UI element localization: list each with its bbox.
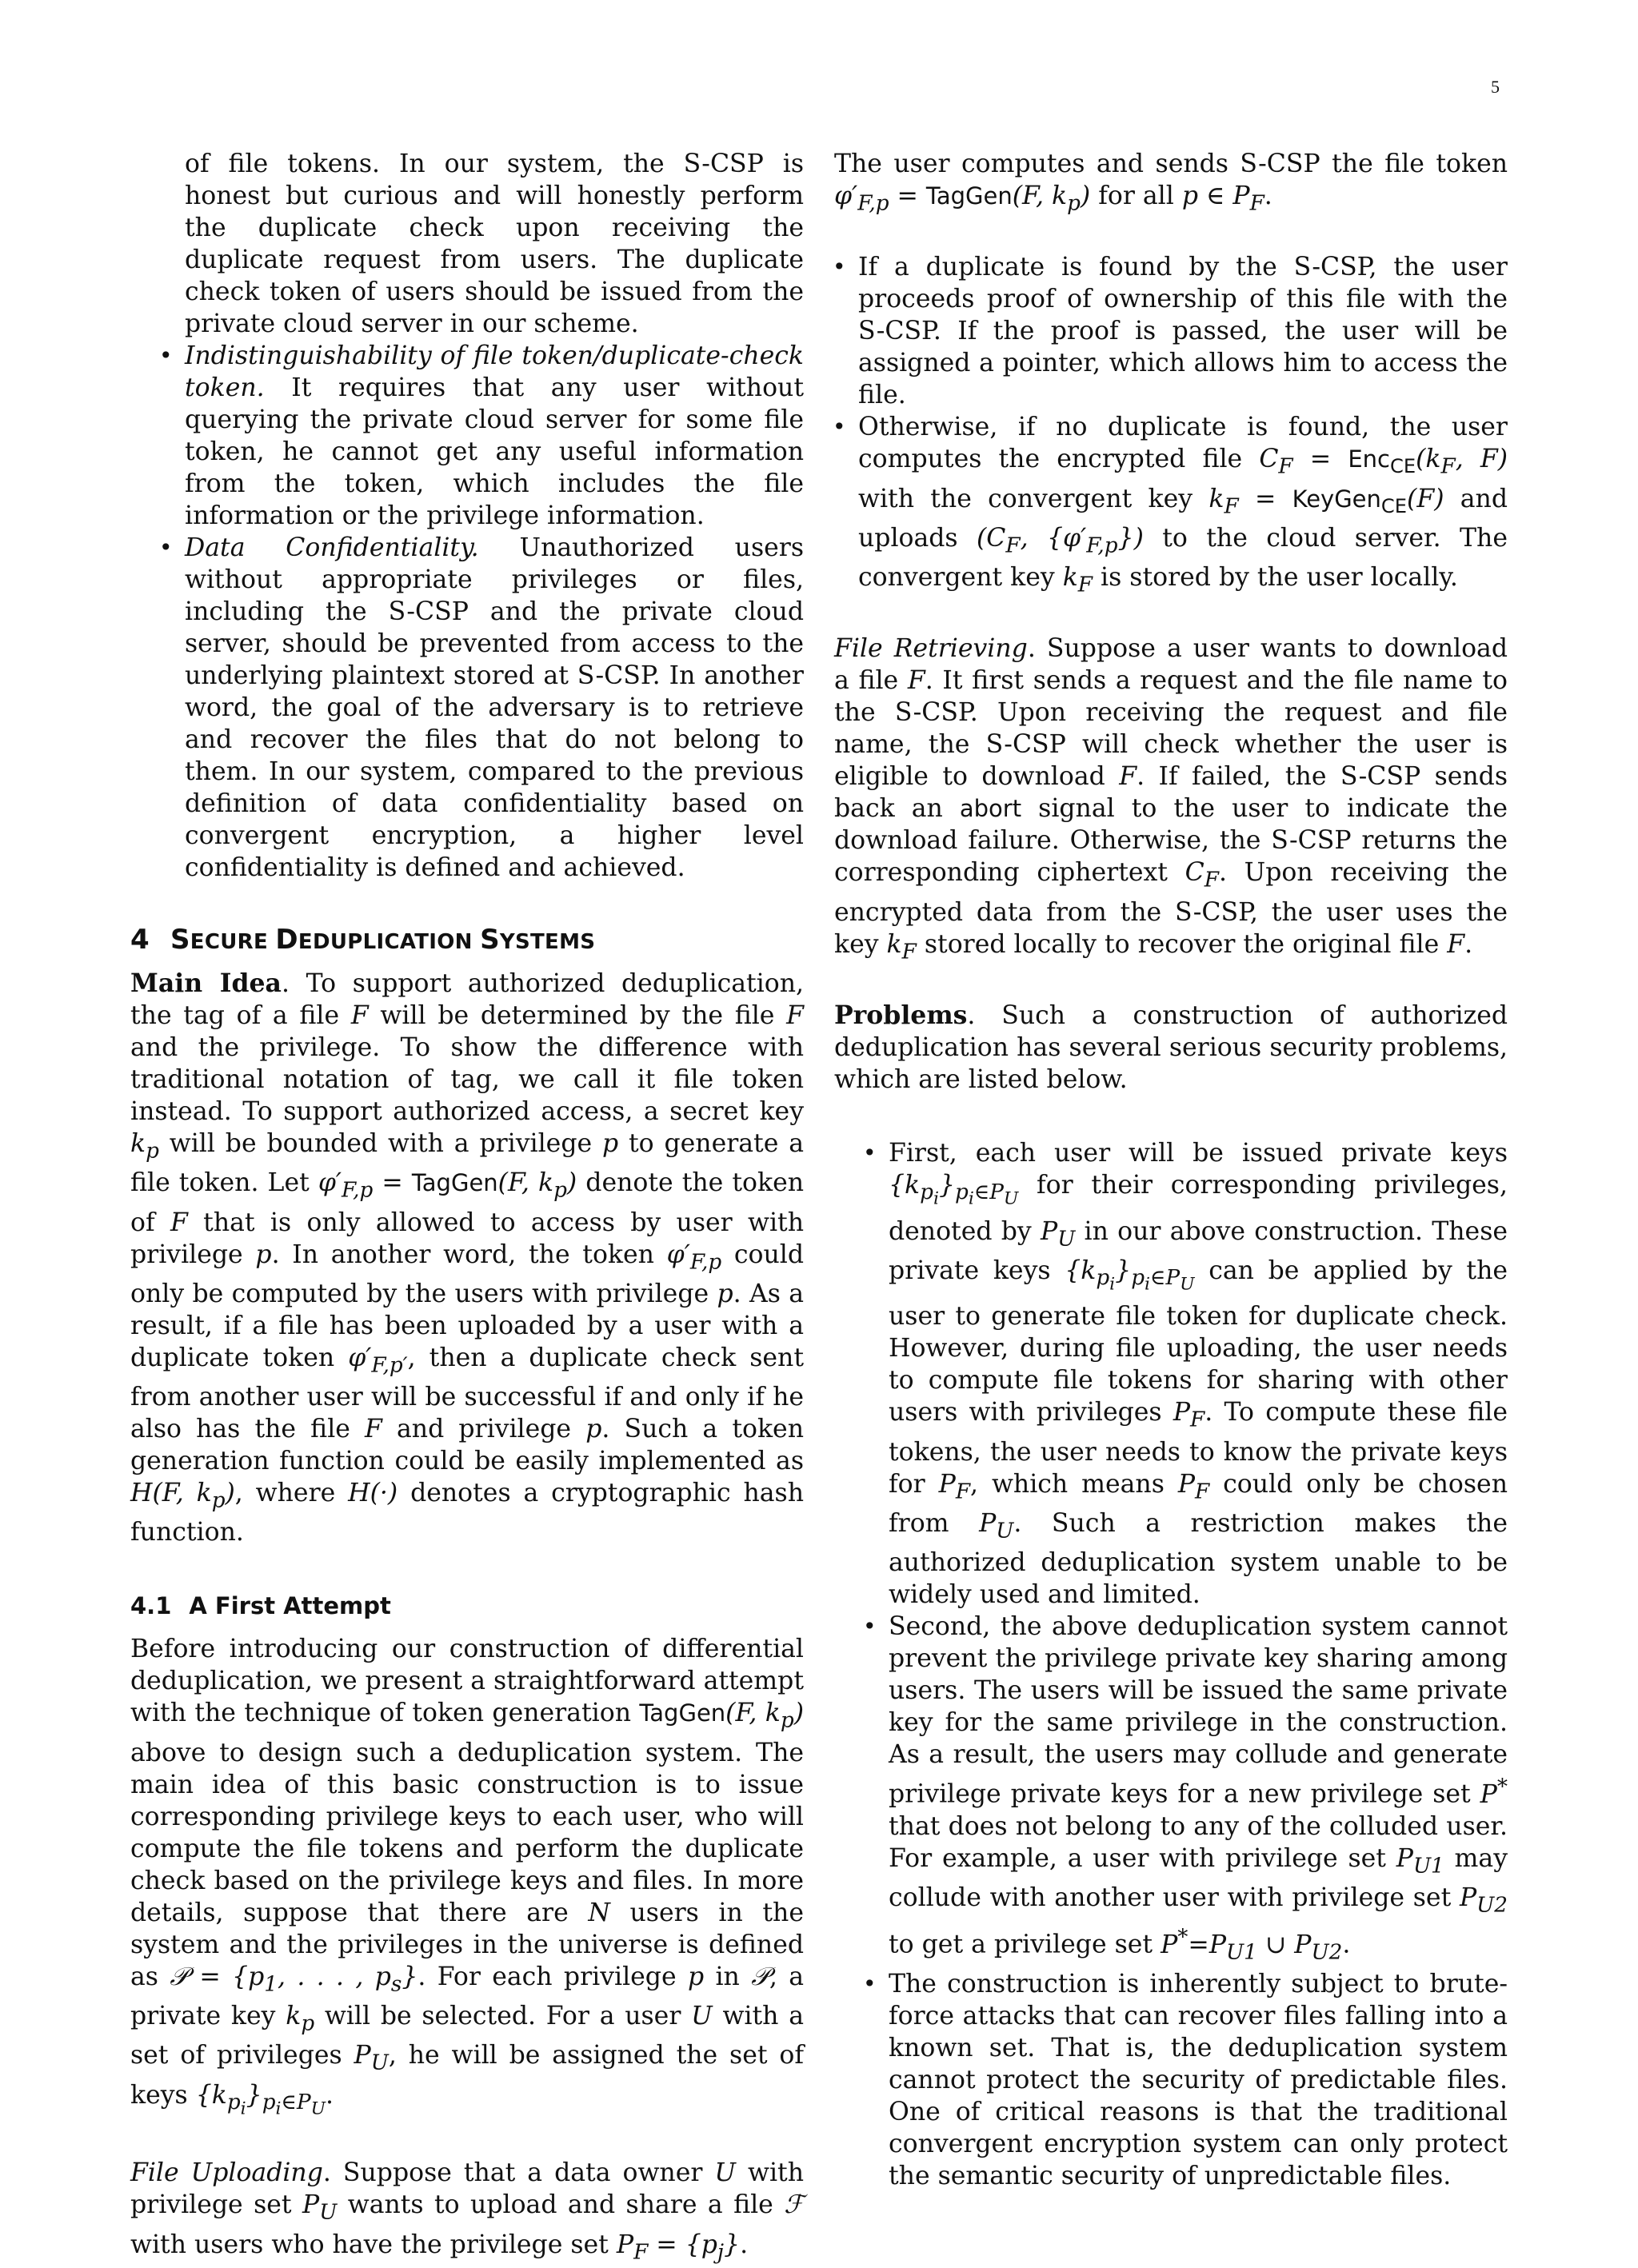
security-requirements-list [130, 148, 804, 884]
file-uploading-paragraph: File Uploading. Suppose that a data owner U with privilege set $P_U$ wants to upload and share a file ℱ with users who have the privilege set $P_F = \{p_j\}$. [130, 2158, 805, 2264]
list-item: • First, each user will be issued private keys $\{k_{p_i}\}_{p_i\in P_U}$ for their corresponding privileges, denoted by $P_U$ in our above construction. These private keys $\{k_{p_i}\}_{p_i\in P_U}$ can be applied by the user to generate file token for duplicate check. However, during file uploading, the user needs to compute file tokens for sharing with other users with privileges $P_F$. To compute these file tokens, the user needs to know the private keys for $P_F$, which means $P_F$ could only be chosen from $P_U$. Such a restriction makes the authorized deduplication system unable to be widely used and limited. [834, 1137, 1508, 1611]
main-idea-paragraph: Main Idea. To support authorized deduplication, the tag of a file F will be determined by the file F and the privilege. To show the difference with traditional notation of tag, we call it file token instead. To support authorized access, a secret key $k_p$ will be bounded with a privilege p to generate a file token. Let $\varphi'_{F,p}$ = TagGen(F, $k_p$) denote the token of F that is only allowed to access by user with privilege p. In another word, the token $\varphi'_{F,p}$ could only be computed by the users with privilege p. As a result, if a file has been uploaded by a user with a duplicate token $\varphi'_{F,p'}$, then a duplicate check sent from another user will be successful if and only if he also has the file F and privilege p. Such a token generation function could be easily implemented as H(F, $k_p$), where H(·) denotes a cryptographic hash function. [130, 968, 805, 1547]
problems-list [834, 1137, 1508, 2192]
subsection-heading: 4.1 A First Attempt [130, 1592, 391, 1620]
first-attempt-paragraph: Before introducing our construction of differential deduplication, we present a straightforward attempt with the technique of token generation TagGen(F, $k_p$) above to design such a deduplication system. The main idea of this basic construction is to issue corresponding privilege keys to each user, who will compute the file tokens and perform the duplicate check based on the privilege keys and files. In more details, suppose that there are N users in the system and the privileges in the universe is defined as 𝒫 = {$p_1$, . . . , $p_s$}. For each privilege p in 𝒫, a private key $k_p$ will be selected. For a user U with a set of privileges $P_U$, he will be assigned the set of keys $\{k_{p_i}\}_{p_i\in P_U}$. [130, 1635, 805, 2119]
list-item: • Second, the above deduplication system cannot prevent the privilege private key sharing among users. The users will be issued the same private key for the same privilege in the construction. As a result, the users may collude and generate privilege private keys for a new privilege set P* that does not belong to any of the colluded user. For example, a user with privilege set $P_{U1}$ may collude with another user with privilege set $P_{U2}$ to get a privilege set $P^*=P_{U1}$ ∪ $P_{U2}$. [834, 1611, 1508, 1968]
list-item: • The construction is inherently subject to brute-force attacks that can recover files falling into a known set. That is, the deduplication system cannot protect the security of predictable files. One of critical reasons is that the traditional convergent encryption system can only protect the semantic security of unpredictable files. [834, 1968, 1508, 2192]
section-heading: 4 SECURE DEDUPLICATION SYSTEMS [130, 924, 596, 956]
list-item [130, 340, 804, 532]
page-number: 5 [1491, 77, 1500, 97]
main-idea-label: Main Idea [130, 968, 282, 998]
list-item-title: Data Confidentiality. [185, 533, 479, 562]
upload-cases-list [804, 251, 1508, 601]
compute-token-paragraph: The user computes and sends S-CSP the file token $\varphi'_{F,p}$ = TagGen(F, $k_p$) for all p ∈ $P_F$. [834, 150, 1508, 216]
right-column [834, 148, 1508, 2192]
section-number: 4 [130, 924, 150, 956]
list-item-text: Unauthorized users without appropriate privileges or files, including the S-CSP and the private cloud server, should be prevented from access to the underlying plaintext stored at S-CSP. In another word, the goal of the adversary is to retrieve and recover the files that do not belong to them. In our system, compared to the previous definition of data confidentiality based on convergent encryption, a higher level confidentiality is defined and achieved. [185, 533, 804, 882]
list-item: • Otherwise, if no duplicate is found, the user computes the encrypted file $C_F = Enc_{CE}(k_F$, F) with the convergent key $k_F$ = KeyGen$_{CE}$(F) and uploads ($C_F$, $\{\varphi'_{F,p}\}$) to the cloud server. The convergent key $k_F$ is stored by the user locally. [804, 411, 1508, 601]
problems-paragraph: Problems. Such a construction of authorized deduplication has several serious security problems, which are listed below. [834, 1000, 1508, 1095]
list-item: • If a duplicate is found by the S-CSP, the user proceeds proof of ownership of this file with the S-CSP. If the proof is passed, the user will be assigned a pointer, which allows him to access the file. [804, 251, 1508, 411]
list-item: of file tokens. In our system, the S-CSP is honest but curious and will honestly perform the duplicate check upon receiving the duplicate request from users. The duplicate check token of users should be issued from the private cloud server in our scheme. [185, 150, 804, 338]
left-column [130, 148, 804, 2268]
list-item [130, 532, 804, 884]
list-item-title: Indistinguishability of file token/duplicate-check token. [185, 341, 804, 402]
file-retrieving-paragraph: File Retrieving. Suppose a user wants to download a file F. It first sends a request and the file name to the S-CSP. Upon receiving the request and file name, the S-CSP will check whether the user is eligible to download F. If failed, the S-CSP sends back an abort signal to the user to indicate the download failure. Otherwise, the S-CSP returns the corresponding ciphertext $C_F$. Upon receiving the encrypted data from the S-CSP, the user uses the key $k_F$ stored locally to recover the original file F. [834, 634, 1508, 964]
list-item-text: It requires that any user without querying the private cloud server for some file token, he cannot get any useful information from the token, which includes the file information or the privilege information. [185, 373, 804, 530]
